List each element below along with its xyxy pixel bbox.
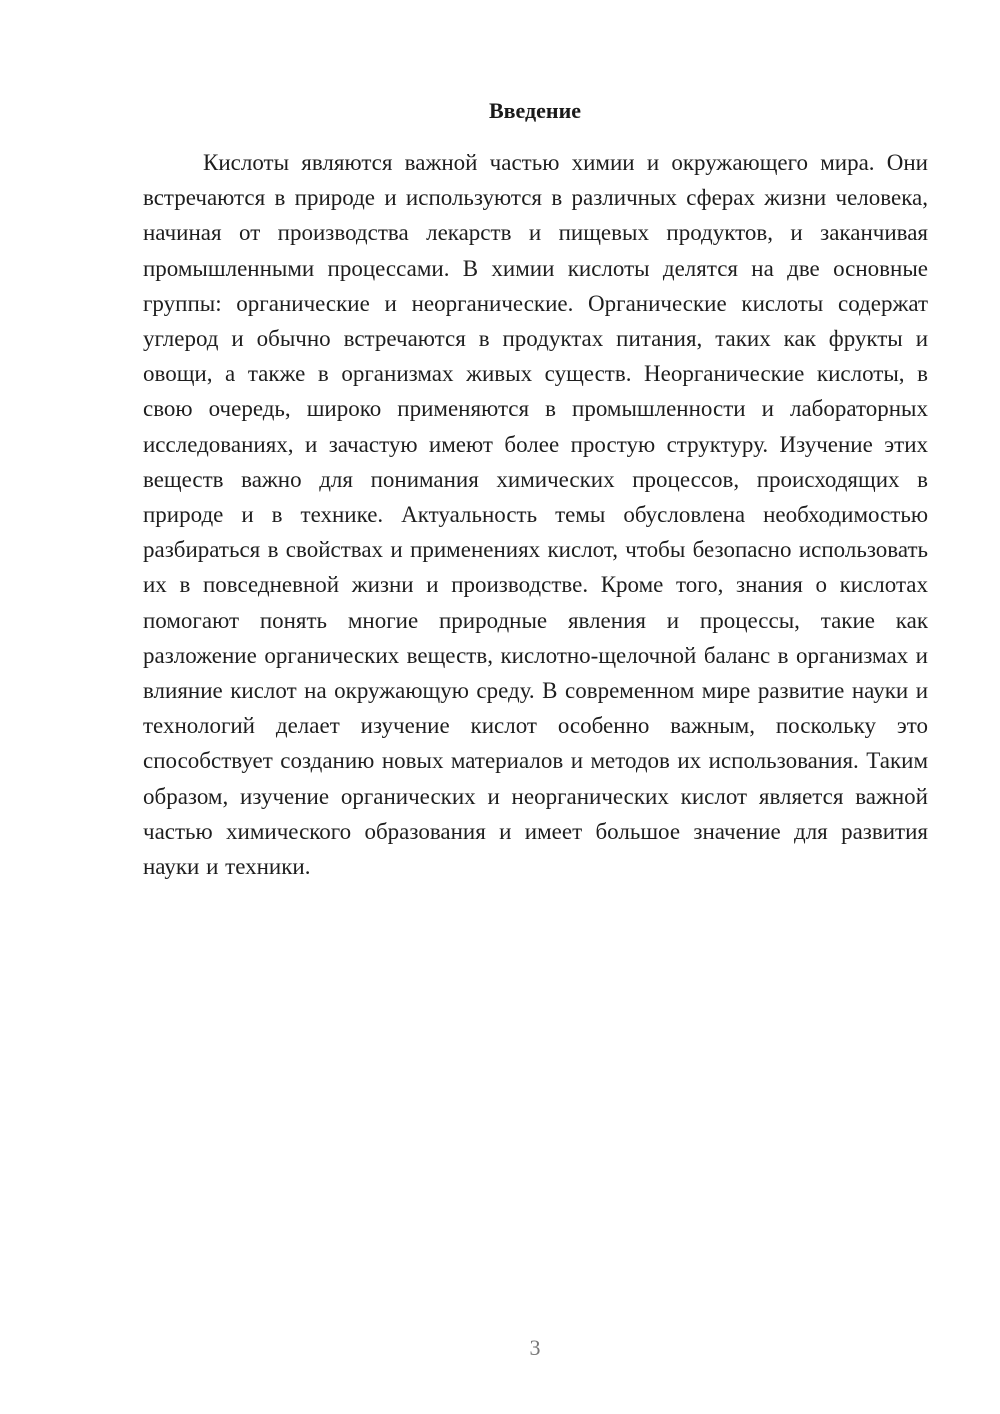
page-number: 3 [529, 1335, 541, 1360]
section-heading: Введение [488, 98, 582, 123]
body-paragraph: Кислоты являются важной частью химии и окружающего мира. Они встречаются в природе и используются в различных сферах жизни человека, начиная от производства лекарств и пищевых продуктов, и заканчивая промышленными процессами. В химии кислоты делятся на две основные группы: органические и неорганические. Органические кислоты содержат углерод и обычно встречаются в продуктах питания, таких как фрукты и овощи, а также в организмах живых существ. Неорганические кислоты, в свою очередь, широко применяются в промышленности и лабораторных исследованиях, и зачастую имеют более простую структуру. Изучение этих веществ важно для понимания химических процессов, происходящих в природе и в технике. Актуальность темы обусловлена необходимостью разбираться в свойствах и применениях кислот, чтобы безопасно использовать их в повседневной жизни и производстве. Кроме того, знания о кислотах помогают понять многие природные явления и процессы, такие как разложение органических веществ, кислотно-щелочной баланс в организмах и влияние кислот на окружающую среду. В современном мире развитие науки и технологий делает изучение кислот особенно важным, поскольку это способствует созданию новых материалов и методов их использования. Таким образом, изучение органических и неорганических кислот является важной частью химического образования и имеет большое значение для развития науки и техники. [143, 150, 928, 880]
